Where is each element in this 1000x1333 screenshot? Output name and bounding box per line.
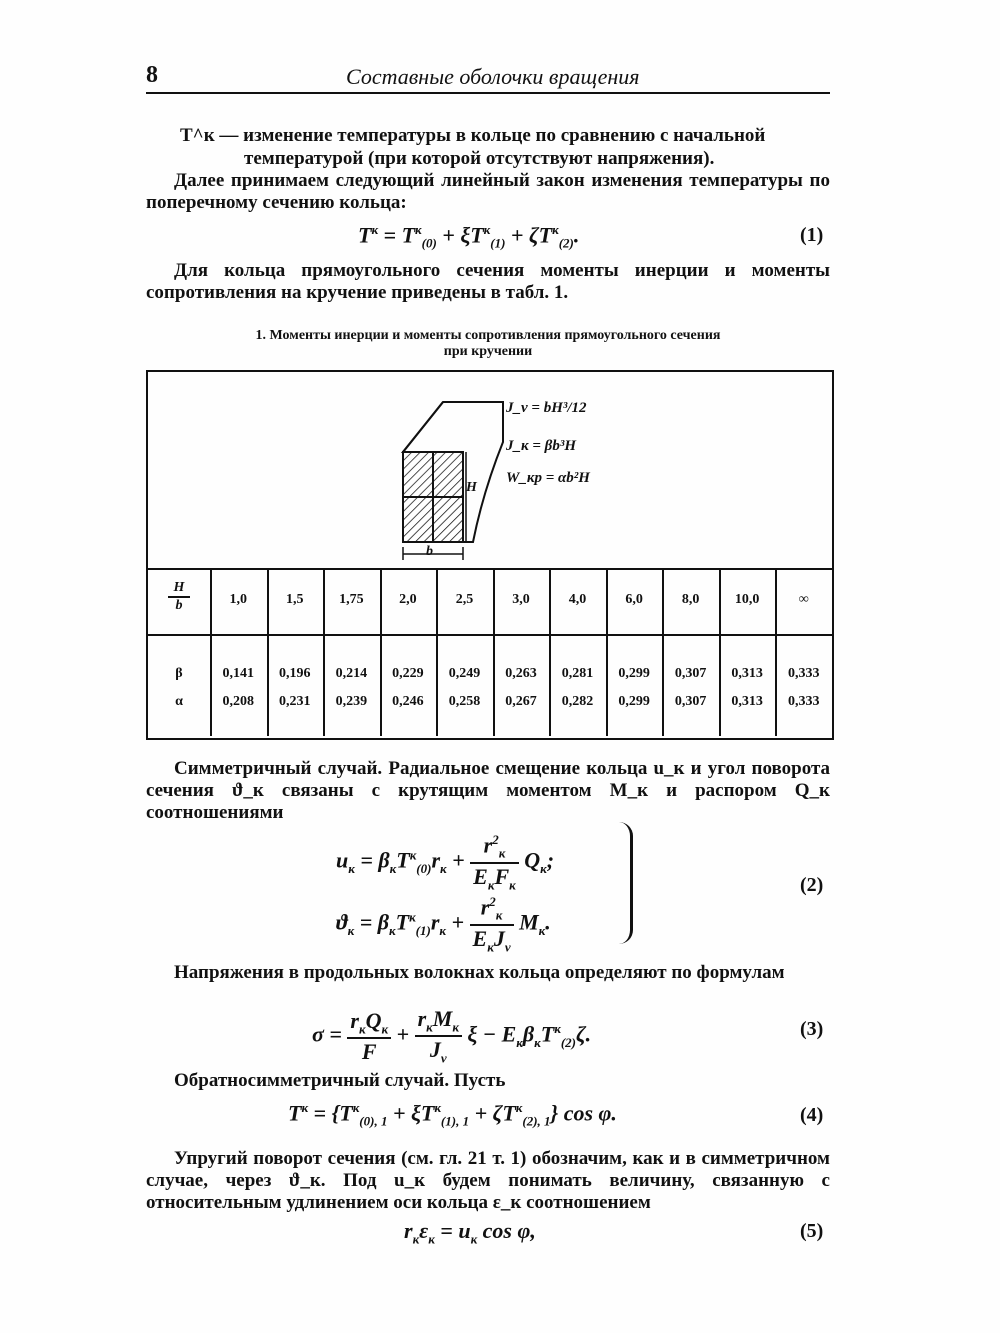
formula-Jv: J_v = bH³/12 xyxy=(506,400,587,416)
table-cell: 0,267 xyxy=(505,694,537,709)
equation-5: $r_к\varepsilon_к = u_к$ cos φ, xyxy=(404,1218,536,1247)
table-caption-line-2: при кручении xyxy=(443,344,533,359)
antisymmetric-paragraph: Упругий поворот сечения (см. гл. 21 т. 1) обозначим, как и в симметричном случае, через ϑ_к. Под u_к будем понимать величину, связанную с относительным удлинением оси кольца ε_к соотношением xyxy=(146,1148,830,1213)
dim-b-label: b xyxy=(426,544,433,559)
table-cell: 0,313 xyxy=(731,694,763,709)
equation-1-number: (1) xyxy=(800,224,824,246)
equation-5-number: (5) xyxy=(800,1220,824,1242)
equation-2a: $u_к = \beta_кT^к_{(0)}r_к$ + $\frac{r^2_к}{E_кF_к}$ $Q_к$; xyxy=(336,832,555,893)
column-header: 8,0 xyxy=(681,592,700,607)
table-caption-line-1: 1. Моменты инерции и моменты сопротивления прямоугольного сечения xyxy=(255,328,721,343)
column-header: 3,0 xyxy=(512,592,530,607)
equation-3: σ = $\frac{r_кQ_к}{F}$ + $\frac{r_кM_к}{J_v}$ $\xi - E_к\beta_кT^к_{(2)}\zeta$. xyxy=(312,1006,592,1066)
column-header: 6,0 xyxy=(625,592,643,607)
column-header: 2,5 xyxy=(455,592,474,607)
formula-Wkp: W_кр = αb²H xyxy=(506,470,590,486)
antisymmetric-case-text: Пусть xyxy=(453,1070,506,1091)
column-header: 4,0 xyxy=(568,592,587,607)
table-cell: 0,333 xyxy=(787,694,820,709)
stress-paragraph: Напряжения в продольных волокнах кольца определяют по формулам xyxy=(174,962,785,983)
formula-Jk: J_к = βb³H xyxy=(506,438,576,454)
equation-2b: $ϑ_к = \beta_кT^к_{(1)}r_к$ + $\frac{r^2_к}{E_кJ_v}$ $M_к$. xyxy=(336,894,551,955)
table-cell: 0,239 xyxy=(335,694,368,709)
table-cell: 0,208 xyxy=(222,694,255,709)
table-rule xyxy=(148,634,832,636)
page-header xyxy=(146,62,830,94)
equation-2-brace xyxy=(612,822,633,944)
table-cell: 0,307 xyxy=(674,694,707,709)
equation-2-number: (2) xyxy=(800,874,824,896)
table-cell: 0,196 xyxy=(279,666,311,681)
table-cell: 0,258 xyxy=(448,694,481,709)
row-label: β xyxy=(175,666,183,681)
column-header: 1,75 xyxy=(339,592,364,607)
equation-1: $T^к = T^к_{(0)} + \xi T^к_{(1)} + \zeta T^к_{(2)}$. xyxy=(358,222,580,251)
table-cell: 0,282 xyxy=(561,694,594,709)
symmetric-case-text: Радиальное смещение кольца u_к и угол поворота сечения ϑ_к связаны с крутящим моментом M_к и распором Q_к соотношениями xyxy=(146,758,831,823)
table-cell: 0,263 xyxy=(505,666,537,681)
ratio-numerator: H xyxy=(168,580,190,598)
column-header: 2,0 xyxy=(399,592,417,607)
properties-table xyxy=(146,370,834,740)
table-cell: 0,299 xyxy=(618,694,650,709)
equation-4-number: (4) xyxy=(800,1104,824,1126)
table-cell: 0,214 xyxy=(335,666,368,681)
table-cell: 0,307 xyxy=(674,666,707,681)
running-title: Составные оболочки вращения xyxy=(346,64,640,89)
table-cell: 0,231 xyxy=(279,694,311,709)
antisymmetric-case-heading: Обратносимметричный случай. xyxy=(174,1070,450,1091)
table-rule xyxy=(148,568,832,570)
definition-line-2: температурой (при которой отсутствуют напряжения). xyxy=(244,148,715,169)
table-cell: 0,229 xyxy=(392,666,424,681)
equation-4: $T^к = \{T^к_{(0), 1} + \xi T^к_{(1), 1} + \zeta T^к_{(2), 1}\}$ cos φ. xyxy=(288,1100,617,1129)
table-cell: 0,281 xyxy=(561,666,594,681)
intro-paragraph: Далее принимаем следующий линейный закон изменения температуры по поперечному сечению кольца: xyxy=(146,170,830,213)
table-cell: 0,299 xyxy=(618,666,650,681)
table-cell: 0,333 xyxy=(787,666,820,681)
table-caption xyxy=(146,328,830,360)
column-header: ∞ xyxy=(798,592,809,607)
symmetric-case-paragraph xyxy=(146,758,830,824)
row-label: α xyxy=(175,694,183,709)
column-header: 1,0 xyxy=(229,592,248,607)
table-cell: 0,249 xyxy=(448,666,481,681)
equation-3-number: (3) xyxy=(800,1018,824,1040)
dim-H-label: H xyxy=(466,480,477,495)
column-header: 1,5 xyxy=(286,592,304,607)
table-cell: 0,246 xyxy=(392,694,424,709)
table-reference-paragraph: Для кольца прямоугольного сечения моменты инерции и моменты сопротивления на кручение приведены в табл. 1. xyxy=(146,260,830,303)
table-cell: 0,141 xyxy=(222,666,255,681)
column-header: 10,0 xyxy=(734,592,760,607)
symmetric-case-heading: Симметричный случай. xyxy=(174,758,383,779)
antisymmetric-case-line xyxy=(174,1070,830,1092)
table-cell: 0,313 xyxy=(731,666,763,681)
definition-line-1: T^к — изменение температуры в кольце по сравнению с начальной xyxy=(180,125,766,146)
ratio-denominator: b xyxy=(175,598,183,613)
page-number: 8 xyxy=(146,62,158,88)
ratio-header xyxy=(148,580,210,614)
